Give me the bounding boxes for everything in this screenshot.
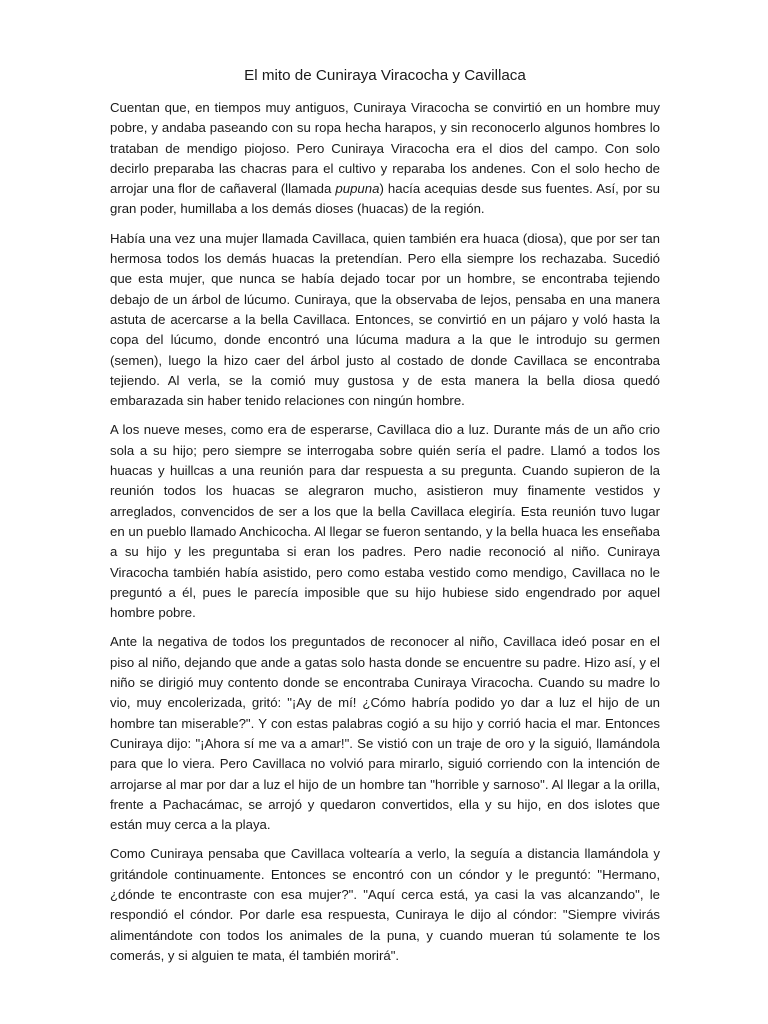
paragraph-3: A los nueve meses, como era de esperarse, Cavillaca dio a luz. Durante más de un año crio sola a su hijo; pero siempre se interrogaba sobre quién sería el padre. Llamó a todos los huacas y huillcas a una reunión para dar respuesta a su pregunta. Cuando supieron de la reunión todos los huacas se alegraron mucho, asistieron muy finamente vestidos y arreglados, convencidos de ser a los que la bella Cavillaca elegiría. Esta reunión tuvo lugar en un pueblo llamado Anchicocha. Al llegar se fueron sentando, y la bella huaca les enseñaba a su hijo y les preguntaba si eran los padres. Pero nadie reconoció al niño. Cuniraya Viracocha también había asistido, pero como estaba vestido como mendigo, Cavillaca no le preguntó a él, pues le parecía imposible que su hijo hubiese sido engendrado por aquel hombre pobre. <box>110 422 660 621</box>
paragraph-4: Ante la negativa de todos los preguntados de reconocer al niño, Cavillaca ideó posar en el piso al niño, dejando que ande a gatas solo hasta donde se encuentre su padre. Hizo así, y el niño se dirigió muy contento donde se encontraba Cuniraya Viracocha. Cuando su madre lo vio, muy encolerizada, gritó: "¡Ay de mí! ¿Cómo habría podido yo dar a luz el hijo de un hombre tan miserable?". Y con estas palabras cogió a su hijo y corrió hacia el mar. Entonces Cuniraya dijo: "¡Ahora sí me va a amar!". Se vistió con un traje de oro y la siguió, llamándola para que lo viera. Pero Cavillaca no volvió para mirarlo, siguió corriendo con la intención de arrojarse al mar por dar a luz el hijo de un hombre tan "horrible y sarnoso". Al llegar a la orilla, frente a Pachacámac, se arrojó y quedaron convertidos, ella y su hijo, en dos islotes que están muy cerca a la playa. <box>110 634 660 833</box>
paragraph-1-italic-term: pupuna <box>335 181 380 197</box>
document-title: El mito de Cuniraya Viracocha y Cavillaca <box>244 67 526 84</box>
paragraph-1-text-end: ) hacía acequias desde sus fuentes. Así, por su gran poder, humillaba a los demás dioses (huacas) de la región. <box>110 181 660 217</box>
paragraph-2: Había una vez una mujer llamada Cavillaca, quien también era huaca (diosa), que por ser tan hermosa todos los demás huacas la pretendían. Pero ella siempre los rechazaba. Sucedió que esta mujer, que nunca se había dejado tocar por un hombre, se encontraba tejiendo debajo de un árbol de lúcumo. Cuniraya, que la observaba de lejos, pensaba en una manera astuta de acercarse a la bella Cavillaca. Entonces, se convirtió en un pájaro y voló hasta la copa del lúcumo, donde encontró una lúcuma madura a la que le introdujo su germen (semen), luego la hizo caer del árbol justo al costado de donde Cavillaca se encontraba tejiendo. Al verla, se la comió muy gustosa y de esta manera la bella diosa quedó embarazada sin haber tenido relaciones con ningún hombre. <box>110 230 660 409</box>
paragraph-1 <box>110 98 660 220</box>
document-page <box>110 66 660 975</box>
paragraph-1-text-start: Cuentan que, en tiempos muy antiguos, Cuniraya Viracocha se convirtió en un hombre muy pobre, y andaba paseando con su ropa hecha harapos, y sin reconocerlo algunos hombres lo trataban de mendigo piojoso. Pero Cuniraya Viracocha era el dios del campo. Con solo decirlo preparaba las chacras para el cultivo y reparaba los andenes. Con el solo hecho de arrojar una flor de cañaveral (llamada <box>110 100 660 197</box>
paragraph-5: Como Cuniraya pensaba que Cavillaca voltearía a verlo, la seguía a distancia llamándola y gritándole continuamente. Entonces se encontró con un cóndor y le preguntó: "Hermano, ¿dónde te encontraste con esa mujer?". "Aquí cerca está, ya casi la vas alcanzando", le respondió el cóndor. Por darle esa respuesta, Cuniraya le dijo al cóndor: "Siempre vivirás alimentándote con todos los animales de la puna, y cuando mueran tú solamente te los comerás, y si alguien te mata, él también morirá". <box>110 846 660 963</box>
